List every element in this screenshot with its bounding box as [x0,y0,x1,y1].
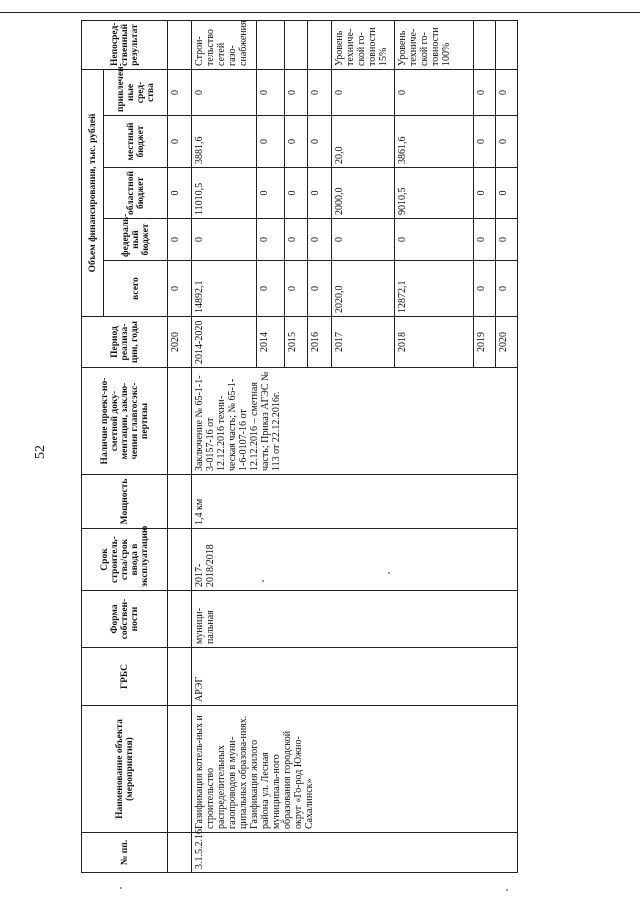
cell-regional: 0 [257,168,285,219]
header-local: местный бюджет [104,116,168,168]
cell-empty [168,591,192,648]
header-capacity: Мощность [82,475,168,529]
header-total: всего [104,261,168,317]
cell-object-name: Газификация котель-ных и строительство распределительных газопроводов в муни-ципальных образова-ниях. Газификация жилого района ул. Лесная муниципаль-ного образования городской округ «Го-род Южно-Сахалинск» [192,706,518,833]
cell-object-docs: Заключение № 65-1-1-3-0157-16 от 12.12.2016 техни-ческая часть; № 65-1-1-6-0107-16 от 12.12.2016 – сметная часть; Приказ АГЭС № 113 от 22.12.2016г. [192,368,518,475]
cell-local: 0 [496,116,518,168]
cell-federal: 0 [332,219,395,261]
scan-speck [120,887,122,889]
cell-result: Уровень техниче-ской го-товности 15% [332,20,395,69]
cell-period: 2018 [395,317,474,368]
cell-local: 0 [285,116,308,168]
cell-attracted: 0 [285,69,308,115]
cell-result: Уровень техниче-ской го-товности 100% [395,20,474,69]
cell-empty [168,529,192,591]
cell-result [308,20,332,69]
cell-total: 0 [308,261,332,317]
document-sheet [81,20,509,873]
cell-local: 0 [168,116,192,168]
cell-total: 0 [285,261,308,317]
header-row-1 [82,20,104,872]
page-number: 52 [33,445,48,459]
header-result: Непосред-ственный результат [82,20,168,69]
cell-result [168,20,192,69]
cell-federal: 0 [168,219,192,261]
header-regional: областной бюджет [104,168,168,219]
table-row-prev [168,20,192,872]
cell-total: 2020,0 [332,261,395,317]
cell-federal: 0 [285,219,308,261]
cell-period: 2019 [474,317,496,368]
scan-speck [388,572,390,574]
cell-federal: 0 [308,219,332,261]
cell-regional: 0 [474,168,496,219]
cell-result [496,20,518,69]
cell-local: 0 [474,116,496,168]
cell-period: 2020 [168,317,192,368]
cell-empty [168,475,192,529]
header-grbs: ГРБС [82,648,168,706]
cell-regional: 0 [168,168,192,219]
cell-total: 14892,1 [192,261,257,317]
cell-local: 3881,6 [192,116,257,168]
top-rule [0,12,640,13]
cell-total: 0 [496,261,518,317]
cell-object-grbs: АРЭГ [192,648,518,706]
header-period: Период реализа-ции, годы [82,317,168,368]
header-funding-group: Объем финансирования, тыс. рублей [82,69,104,316]
cell-local: 20,0 [332,116,395,168]
cell-attracted: 0 [192,69,257,115]
cell-total: 0 [168,261,192,317]
header-docs: Наличие проект-но-сметной доку-ментации, заклю-чения главгосэкс-пертизы [82,368,168,475]
cell-attracted: 0 [332,69,395,115]
cell-empty [168,368,192,475]
cell-attracted: 0 [395,69,474,115]
cell-federal: 0 [192,219,257,261]
cell-attracted: 0 [474,69,496,115]
header-name: Наименование объекта (мероприятия) [82,706,168,833]
cell-local: 0 [308,116,332,168]
cell-regional: 2000,0 [332,168,395,219]
header-num: № пп. [82,833,168,873]
cell-total: 0 [257,261,285,317]
cell-period: 2020 [496,317,518,368]
cell-object-capacity: 1,4 км [192,475,518,529]
cell-attracted: 0 [257,69,285,115]
table-row [192,20,257,872]
cell-result [474,20,496,69]
cell-attracted: 0 [496,69,518,115]
cell-object-ownership: муници-пальная [192,591,518,648]
cell-result: Строи-тельство сетей газо-снабжения [192,20,257,69]
cell-total: 12872,1 [395,261,474,317]
cell-attracted: 0 [308,69,332,115]
scan-speck [262,580,264,582]
cell-period: 2014-2020 [192,317,257,368]
cell-regional: 11010,5 [192,168,257,219]
cell-period: 2016 [308,317,332,368]
cell-local: 3861,6 [395,116,474,168]
cell-regional: 0 [496,168,518,219]
cell-local: 0 [257,116,285,168]
cell-regional: 0 [308,168,332,219]
cell-object-num: 3.1.5.2.16. [192,833,518,873]
cell-attracted: 0 [168,69,192,115]
header-attracted: привлечен-ные сред-ства [104,69,168,115]
financing-table [81,20,518,873]
header-term: Срок строитель-ства/срок ввода в эксплуатацию [82,529,168,591]
cell-result [285,20,308,69]
cell-result [257,20,285,69]
cell-empty [168,706,192,833]
cell-object-term: 2017-2018/2018 [192,529,518,591]
cell-federal: 0 [395,219,474,261]
cell-regional: 9010,5 [395,168,474,219]
cell-empty [168,648,192,706]
cell-period: 2014 [257,317,285,368]
cell-federal: 0 [474,219,496,261]
cell-period: 2015 [285,317,308,368]
header-federal: федераль-ный бюджет [104,219,168,261]
cell-period: 2017 [332,317,395,368]
cell-federal: 0 [257,219,285,261]
cell-federal: 0 [496,219,518,261]
landscape-table-wrapper [81,20,509,873]
cell-empty [168,833,192,873]
cell-regional: 0 [285,168,308,219]
scan-speck [506,889,508,891]
header-ownership: Форма собствен-ности [82,591,168,648]
cell-total: 0 [474,261,496,317]
